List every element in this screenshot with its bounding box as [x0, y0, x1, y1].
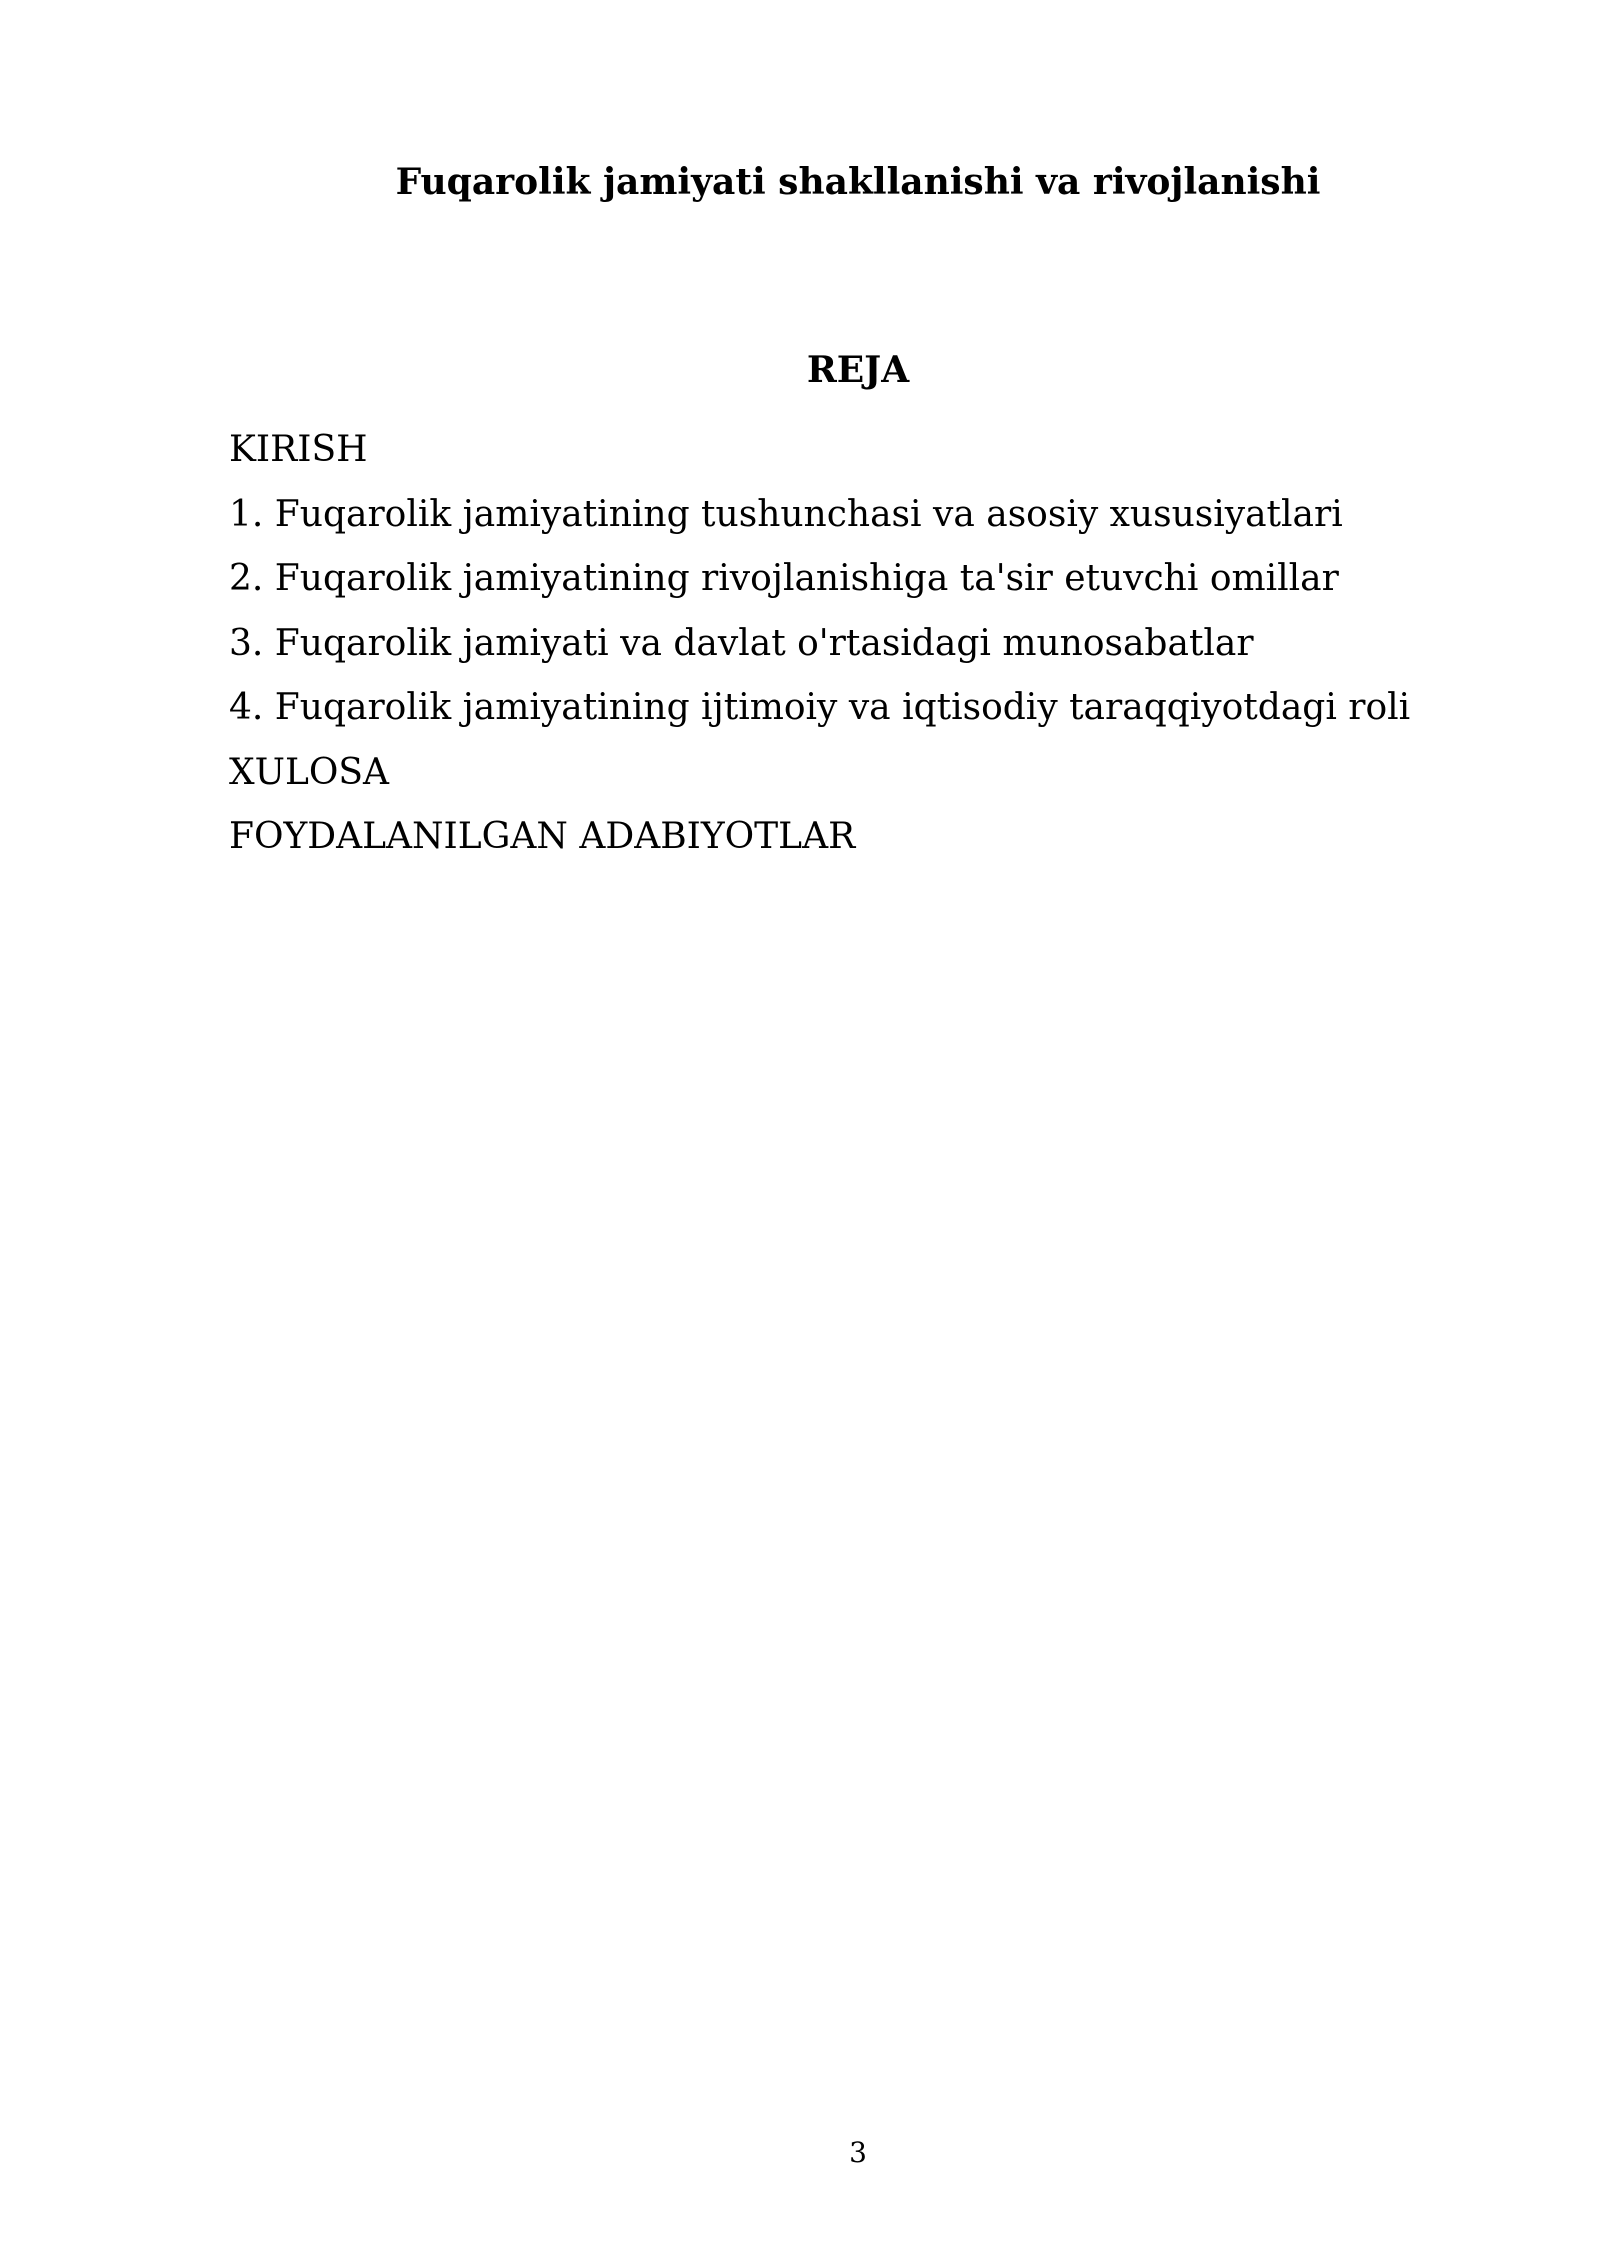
plan-item-4: 4. Fuqarolik jamiyatining ijtimoiy va iqtisodiy taraqqiyotdagi roli — [229, 687, 1411, 728]
page-number: 3 — [849, 2136, 867, 2169]
plan-list — [229, 418, 1529, 870]
plan-item-3: 3. Fuqarolik jamiyati va davlat o'rtasidagi munosabatlar — [229, 622, 1254, 664]
plan-heading: REJA — [806, 349, 910, 391]
plan-item-introduction: KIRISH — [229, 429, 368, 470]
plan-item-conclusion: XULOSA — [229, 751, 390, 793]
plan-item-2: 2. Fuqarolik jamiyatining rivojlanishiga ta'sir etuvchi omillar — [229, 558, 1339, 599]
plan-item-1: 1. Fuqarolik jamiyatining tushunchasi va asosiy xususiyatlari — [229, 493, 1343, 535]
plan-item-references: FOYDALANILGAN ADABIYOTLAR — [229, 816, 856, 857]
document-title: Fuqarolik jamiyati shakllanishi va rivojlanishi — [395, 161, 1321, 203]
